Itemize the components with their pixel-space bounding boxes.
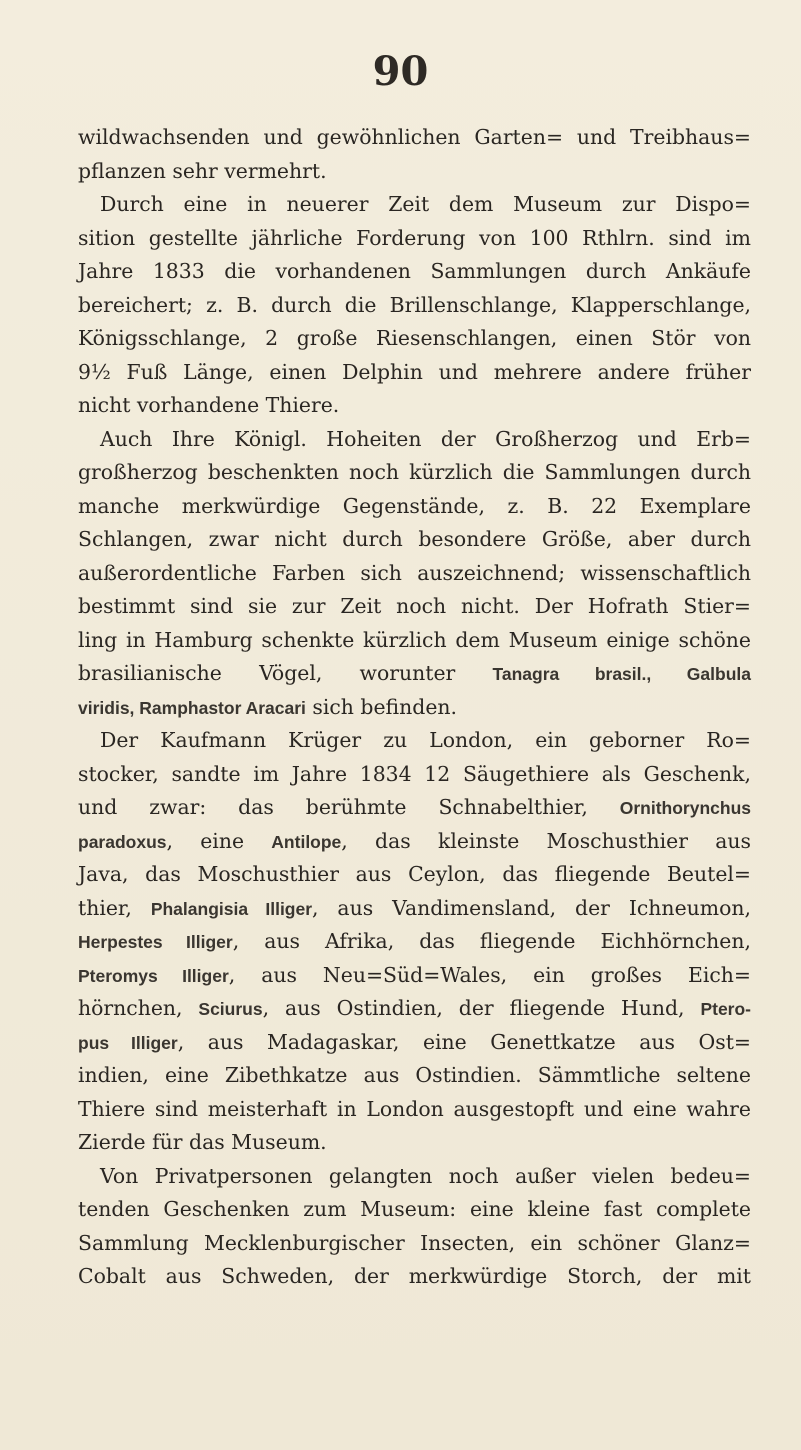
latin-species-name: Sciurus bbox=[198, 999, 263, 1019]
text-line: viridis, Ramphastor Aracari sich befinden. bbox=[78, 694, 458, 719]
text-line: Von Privatpersonen gelangten noch außer vielen bedeu= bbox=[100, 1163, 751, 1188]
latin-species-name: viridis, Ramphastor Aracari bbox=[78, 697, 306, 718]
text-line: ling in Hamburg schenkte kürzlich dem Museum einige schöne bbox=[78, 627, 751, 652]
text-line: großherzog beschenkten noch kürzlich die Sammlungen durch bbox=[78, 460, 751, 484]
text-line: tenden Geschenken zum Museum: eine kleine fast complete bbox=[78, 1197, 751, 1221]
text-line: Thiere sind meisterhaft in London ausgestopft und eine wahre bbox=[78, 1096, 751, 1121]
text-line: pflanzen sehr vermehrt. bbox=[78, 158, 327, 183]
text-line: Auch Ihre Königl. Hoheiten der Großherzog und Erb= bbox=[100, 426, 751, 451]
text-line: Der Kaufmann Krüger zu London, ein geborner Ro= bbox=[100, 728, 751, 752]
text-line: bestimmt sind sie zur Zeit noch nicht. Der Hofrath Stier= bbox=[78, 594, 751, 618]
text-line: stocker, sandte im Jahre 1834 12 Säugethiere als Geschenk, bbox=[78, 761, 751, 786]
latin-species-name: Ptero- bbox=[700, 999, 751, 1019]
text-line: außerordentliche Farben sich auszeichnend; wissenschaftlich bbox=[78, 560, 751, 585]
latin-species-name: Phalangisia Illiger bbox=[150, 898, 313, 919]
text-line: Schlangen, zwar nicht durch besondere Größe, aber durch bbox=[78, 527, 751, 551]
text-line: paradoxus, eine Antilope, das kleinste Moschusthier aus bbox=[78, 828, 752, 853]
text-line: manche merkwürdige Gegenstände, z. B. 22 Exemplare bbox=[78, 493, 751, 518]
text-line: Zierde für das Museum. bbox=[78, 1130, 327, 1154]
latin-species-name: Tanagra brasil., Galbula bbox=[492, 664, 751, 684]
latin-species-name: Ornithorynchus bbox=[619, 798, 751, 818]
text-line: Königsschlange, 2 große Riesenschlangen, einen Stör von bbox=[78, 326, 751, 350]
text-line: Java, das Moschusthier aus Ceylon, das fliegende Beutel= bbox=[78, 862, 751, 886]
text-line: thier, Phalangisia Illiger, aus Vandimensland, der Ichneumon, bbox=[78, 895, 751, 920]
text-line: Durch eine in neuerer Zeit dem Museum zur Dispo= bbox=[100, 192, 751, 216]
latin-species-name: Antilope bbox=[271, 831, 342, 852]
latin-species-name: paradoxus bbox=[78, 831, 167, 852]
text-line: brasilianische Vögel, worunter Tanagra brasil., Galbula bbox=[78, 661, 751, 685]
latin-species-name: pus Illiger bbox=[78, 1032, 178, 1053]
text-line: Sammlung Mecklenburgischer Insecten, ein schöner Glanz= bbox=[78, 1230, 751, 1255]
text-line: indien, eine Zibethkatze aus Ostindien. Sämmtliche seltene bbox=[78, 1063, 751, 1087]
text-line: 9½ Fuß Länge, einen Delphin und mehrere andere früher bbox=[78, 359, 751, 384]
text-line: hörnchen, Sciurus, aus Ostindien, der fliegende Hund, Ptero- bbox=[78, 996, 751, 1020]
text-line: wildwachsenden und gewöhnlichen Garten= und Treibhaus= bbox=[78, 125, 751, 149]
text-line: Cobalt aus Schweden, der merkwürdige Storch, der mit bbox=[78, 1264, 751, 1288]
text-line: nicht vorhandene Thiere. bbox=[78, 393, 340, 417]
latin-species-name: Pteromys Illiger bbox=[78, 965, 229, 986]
page-number: 90 bbox=[372, 48, 429, 95]
body-text bbox=[78, 121, 751, 1294]
text-line: Jahre 1833 die vorhandenen Sammlungen durch Ankäufe bbox=[78, 259, 751, 283]
text-line: sition gestellte jährliche Forderung von 100 Rthlrn. sind im bbox=[78, 225, 751, 250]
text-line: Herpestes Illiger, aus Afrika, das fliegende Eichhörnchen, bbox=[78, 929, 751, 953]
text-line: und zwar: das berühmte Schnabelthier, Ornithorynchus bbox=[78, 795, 751, 819]
text-line: bereichert; z. B. durch die Brillenschlange, Klapperschlange, bbox=[78, 292, 751, 317]
latin-species-name: Herpestes Illiger bbox=[78, 932, 233, 952]
text-line: Pteromys Illiger, aus Neu=Süd=Wales, ein großes Eich= bbox=[78, 962, 751, 987]
text-line: pus Illiger, aus Madagaskar, eine Genettkatze aus Ost= bbox=[78, 1029, 751, 1054]
